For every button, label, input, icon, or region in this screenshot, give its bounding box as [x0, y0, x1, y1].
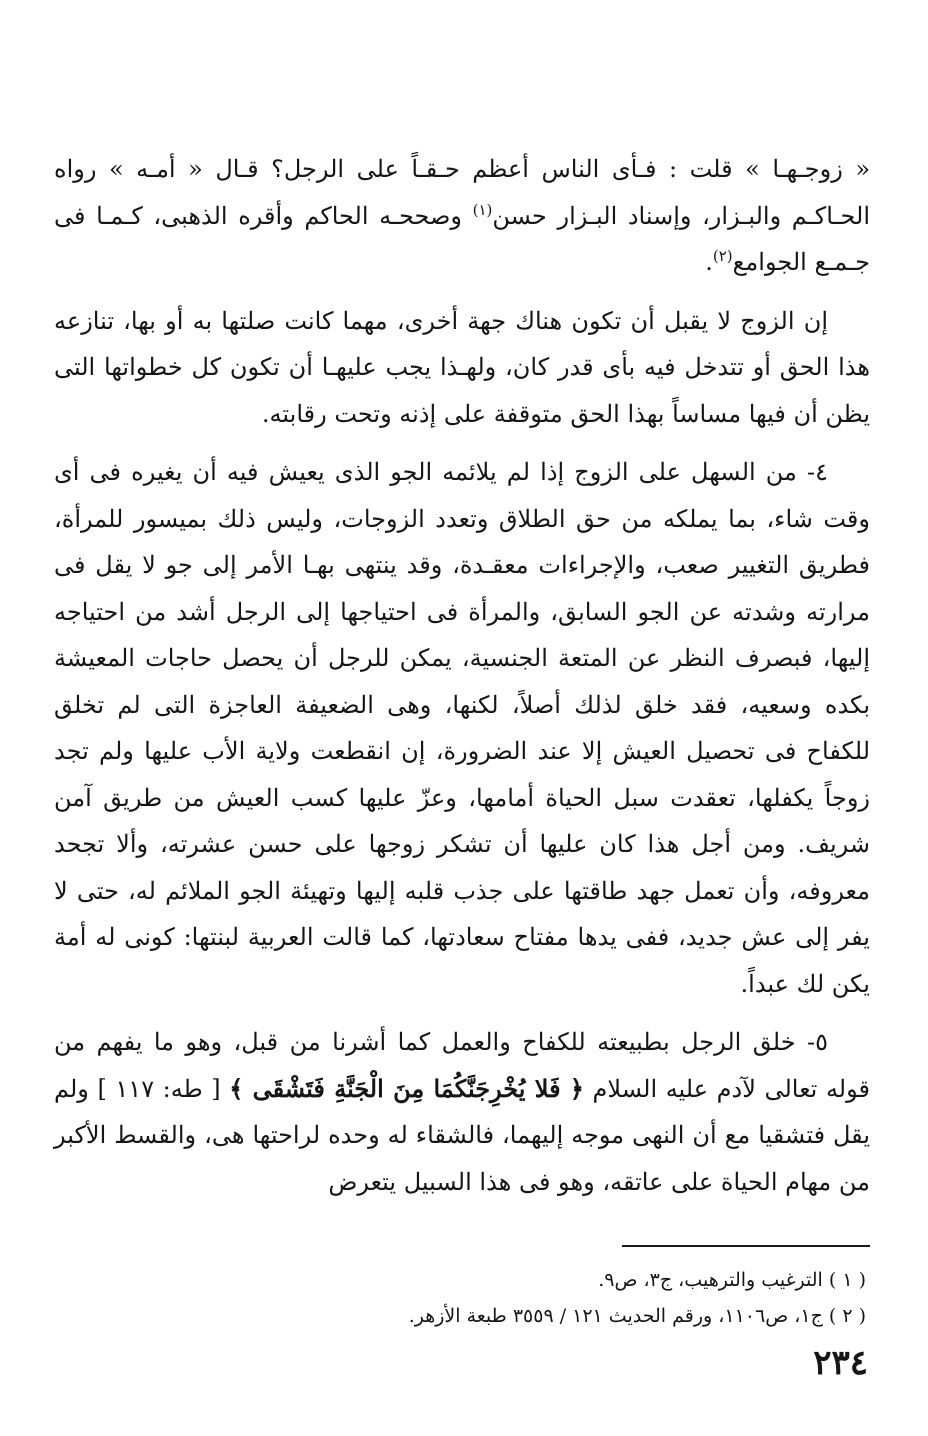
footnotes: [54, 1262, 866, 1334]
paragraph-3: ٤- من السهل على الزوج إذا لم يلائمه الجو الذى يعيش فيه أن يغيره فى أى وقت شاء، بما يملكه من حق الطلاق وتعدد الزوجات، وليس ذلك بميسور للمرأة، فطريق التغيير صعب، والإجراءات معقـدة، وقد ينتهى بهـا الأمر إلى جو لا يقل فى مرارته وشدته عن الجو السابق، والمرأة فى احتياجها إلى الرجل أشد من احتياجه إليها، فبصرف النظر عن المتعة الجنسية، يمكن للرجل أن يحصل حاجات المعيشة بكده وسعيه، فقد خلق لذلك أصلاً، لكنها، وهى الضعيفة العاجزة التى لم تخلق للكفاح فى تحصيل العيش إلا عند الضرورة، إن انقطعت ولاية الأب عليها ولم تجد زوجاً يكفلها، تعقدت سبل الحياة أمامها، وعزّ عليها كسب العيش من طريق آمن شريف. ومن أجل هذا كان عليها أن تشكر زوجها على حسن عشرته، وألا تجحد معروفه، وأن تعمل جهد طاقتها على جذب قلبه إليها وتهيئة الجو الملائم له، حتى لا يفر إلى عش جديد، ففى يدها مفتاح سعادتها، كما قالت العربية لبنتها: كونى له أمة يكن لك عبداً.: [54, 458, 871, 998]
page-number: ٢٣٤: [813, 1343, 868, 1383]
paragraph-1: [54, 146, 870, 286]
footnote-1: ( ١ ) الترغيب والترهيب، ج٣، ص٩.: [598, 1269, 866, 1291]
paragraph-1-text-b: وصححـه الحاكم وأقره الذهبى، كـمـا فى جـمـع الجوامع: [54, 201, 870, 276]
paragraph-4-text-a: ٥- خلق الرجل بطبيعته للكفاح والعمل كما أشرنا من قبل، وهو ما يفهم من قوله تعالى لآدم عليه السلام: [54, 1028, 870, 1103]
paragraph-4: [54, 1019, 870, 1205]
footnote-divider: [622, 1245, 870, 1247]
quran-verse: ﴿ فَلا يُخْرِجَنَّكُمَا مِنَ الْجَنَّةِ فَتَشْقَى ﴾: [229, 1073, 584, 1103]
footnote-ref-2: (٢): [712, 247, 733, 265]
paragraph-2: إن الزوج لا يقبل أن تكون هناك جهة أخرى، مهما كانت صلتها به أو بها، تنازعه هذا الحق أو تتدخل فيه بأى قدر كان، ولهـذا يجب عليهـا أن تكون كل خطواتها التى يظن أن فيها مساساً بهذا الحق متوقفة على إذنه وتحت رقابته.: [54, 306, 870, 428]
footnote-2: ( ٢ ) ج١، ص١١٠٦، ورقم الحديث ١٢١ / ٣٥٥٩ طبعة الأزهر.: [408, 1305, 866, 1327]
paragraph-4-text-b: [ طه: ١١٧ ] ولم يقل فتشقيا مع أن النهى موجه إليهما، فالشقاء له وحده لراحتها هى، والقسط الأكبر من مهام الحياة على عاتقه، وهو فى هذا السبيل يتعرض: [54, 1074, 870, 1196]
paragraph-1-text-c: .: [705, 248, 713, 276]
footnote-ref-1: (١): [472, 200, 493, 219]
paragraph-1-text-a: « زوجـهـا » قلت : فـأى الناس أعظم حـقـاً على الرجل؟ قـال « أمـه » رواه الحـاكـم والبـزار، وإسناد البـزار حسن: [54, 155, 871, 230]
main-text: [54, 146, 870, 1205]
